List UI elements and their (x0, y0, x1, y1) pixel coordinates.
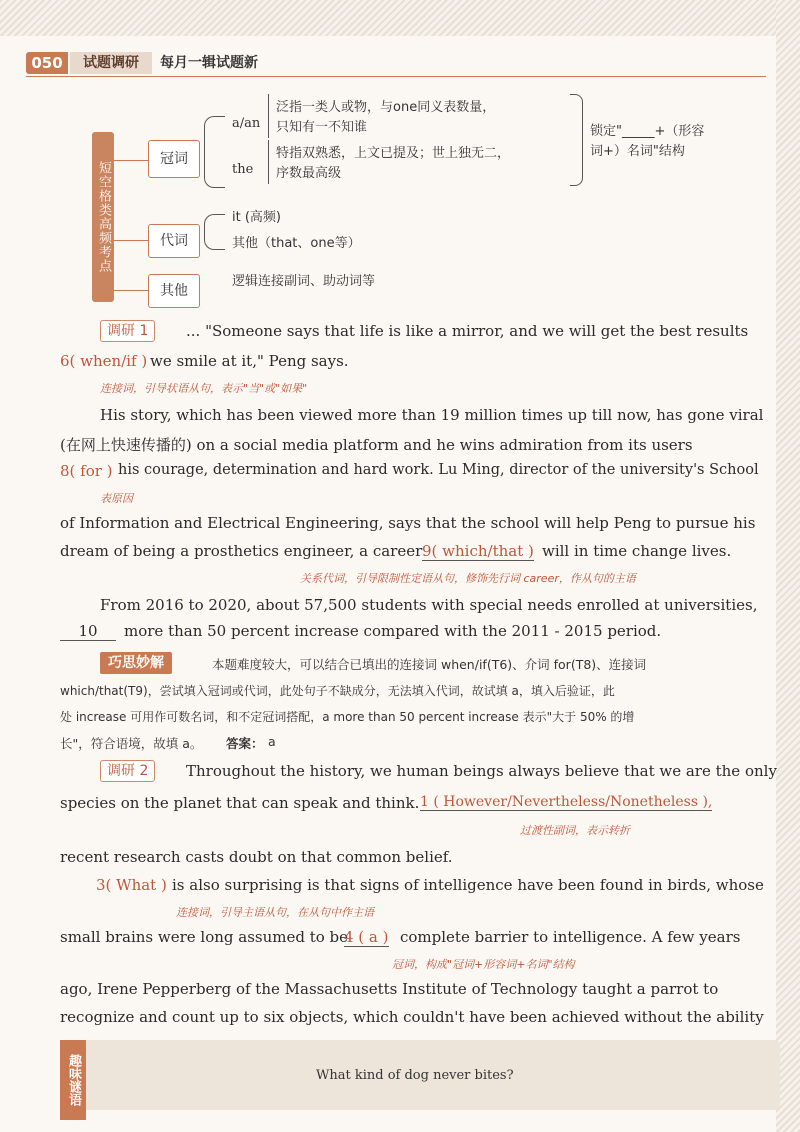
other-text: 逻辑连接副词、助动词等 (232, 274, 376, 289)
text-line: complete barrier to intelligence. A few years (400, 928, 741, 946)
text-line: small brains were long assumed to be (60, 928, 349, 946)
text-line: we smile at it," Peng says. (150, 352, 349, 370)
diagram-connector (114, 160, 148, 161)
text-line: ago, Irene Pepperberg of the Massachusetts Institute of Technology taught a parrot to (60, 980, 719, 998)
article-right-brace (570, 94, 583, 186)
tip-text: 本题难度较大，可以结合已填出的连接词 when/if(T6)、介词 for(T8)、连接词 (212, 657, 647, 672)
answer-label: 答案： (226, 736, 264, 751)
text-line: more than 50 percent increase compared with the 2011 - 2015 period. (124, 622, 662, 640)
article-note: 锁定"_____+（形容 (590, 124, 705, 139)
text-line: From 2016 to 2020, about 57,500 students with special needs enrolled at universities, (100, 596, 758, 614)
annotation: 连接词，引导主语从句，在从句中作主语 (176, 906, 374, 919)
header-subtitle: 每月一辑试题新 (160, 55, 258, 71)
text-line: species on the planet that can speak and think. (60, 794, 420, 812)
text-line: will in time change lives. (542, 542, 732, 560)
article-brace (204, 116, 225, 188)
question-tag-2: 调研 2 (100, 760, 155, 782)
answer-9: 9( which/that ) (422, 542, 534, 560)
tip-text: 长"，符合语境，故填 a。 (60, 736, 203, 751)
answer-value: a (268, 734, 276, 749)
text-line: his courage, determination and hard work. Lu Ming, director of the university's School (118, 462, 759, 478)
text-line: recognize and count up to six objects, which couldn't have been achieved without the ability (60, 1008, 764, 1026)
category-article: 冠词 (148, 140, 200, 178)
diagram-connector (114, 240, 148, 241)
text-line: Throughout the history, we human beings always believe that we are the only (186, 762, 777, 780)
article-word-the: the (232, 162, 254, 177)
column-title: 试题调研 (70, 52, 152, 74)
page-number: 050 (26, 52, 68, 74)
tip-badge: 巧思妙解 (100, 652, 172, 674)
article-the-desc: 序数最高级 (276, 166, 342, 181)
right-hatch-border (776, 0, 800, 1132)
pronoun-brace (204, 214, 225, 250)
header-rule (26, 76, 766, 77)
tip-text: which/that(T9)，尝试填入冠词或代词，此处句子不缺成分，无法填入代词，故试填 a，填入后验证，此 (60, 684, 615, 698)
text-line: His story, which has been viewed more than 19 million times up till now, has gone viral (100, 406, 764, 424)
annotation: 连接词，引导状语从句，表示"当"或"如果" (100, 382, 308, 395)
diagram-connector (114, 290, 148, 291)
pronoun-other: 其他（that、one等） (232, 236, 361, 251)
article-a-desc: 泛指一类人或物，与one同义表数量， (276, 100, 496, 115)
answer-3: 3( What ) (96, 876, 167, 894)
annotation: 冠词，构成"冠词+形容词+名词"结构 (392, 958, 575, 971)
annotation: 表原因 (100, 492, 133, 505)
category-pronoun: 代词 (148, 224, 200, 258)
article-note: 词+）名词"结构 (590, 144, 685, 159)
diagram-side-label: 短空格类高频考点 (92, 132, 114, 302)
annotation: 关系代词，引导限制性定语从句，修饰先行词 career，作从句的主语 (300, 572, 636, 585)
text-line: dream of being a prosthetics engineer, a career (60, 542, 423, 560)
text-line: (在网上快速传播的) on a social media platform and he wins admiration from its users (60, 436, 693, 454)
text-line: ... "Someone says that life is like a mirror, and we will get the best results (186, 322, 749, 340)
riddle-text: What kind of dog never bites? (316, 1068, 514, 1083)
question-tag-1: 调研 1 (100, 320, 155, 342)
footer-side-label: 趣味谜语 (60, 1040, 86, 1120)
article-a-desc: 只知有一不知谁 (276, 120, 368, 135)
article-word-a: a/an (232, 116, 261, 131)
text-line: recent research casts doubt on that common belief. (60, 848, 453, 866)
category-other: 其他 (148, 274, 200, 308)
article-the-desc: 特指双熟悉，上文已提及；世上独无二， (276, 146, 511, 161)
answer-1: 1 ( However/Nevertheless/Nonetheless ), (420, 794, 713, 810)
answer-6: 6( when/if ) (60, 352, 148, 370)
tip-text: 处 increase 可用作可数名词，和不定冠词搭配，a more than 50 percent increase 表示"大于 50% 的增 (60, 710, 635, 724)
answer-4: 4 ( a ) (344, 928, 389, 946)
pronoun-it: it (高频) (232, 210, 281, 225)
answer-8: 8( for ) (60, 462, 113, 480)
text-line: is also surprising is that signs of intelligence have been found in birds, whose (172, 876, 764, 894)
top-hatch-border (0, 0, 800, 36)
text-line: of Information and Electrical Engineering, says that the school will help Peng to pursue his (60, 514, 756, 532)
annotation: 过渡性副词，表示转折 (520, 824, 630, 837)
answer-10: 10 (60, 622, 116, 641)
